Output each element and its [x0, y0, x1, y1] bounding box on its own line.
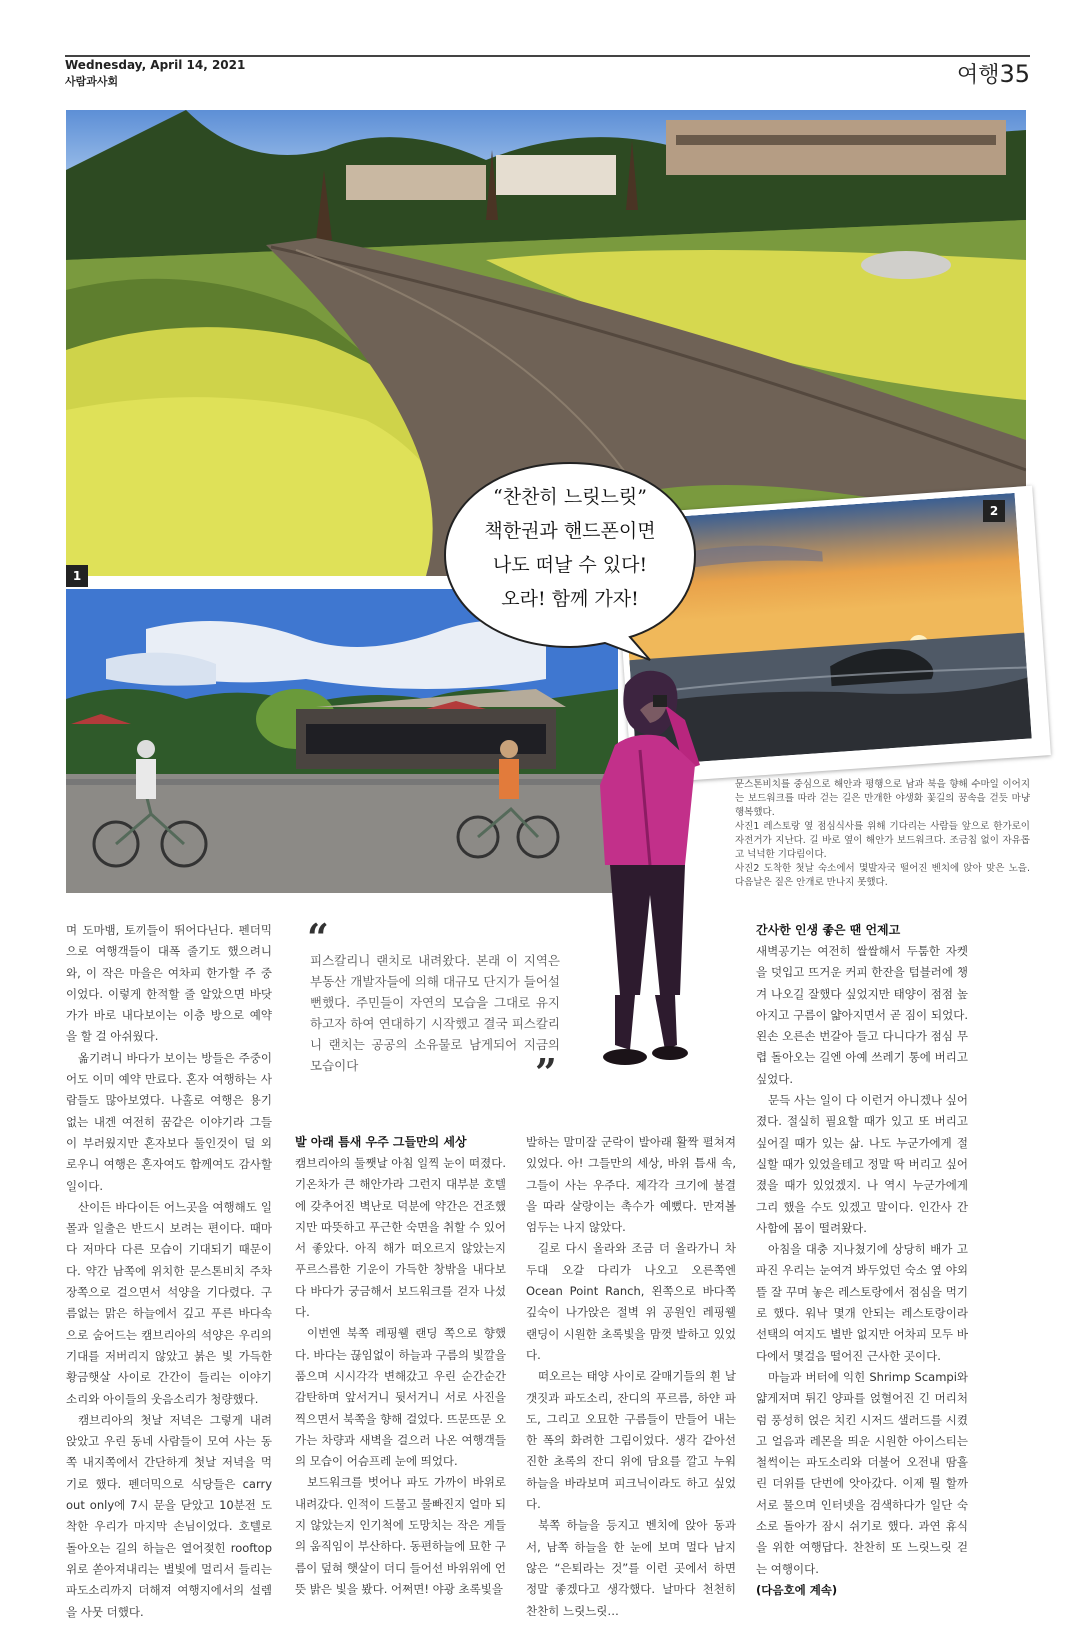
paragraph: 길로 다시 올라와 조금 더 올라가니 차두대 오갈 다리가 나오고 오른쪽엔 Ocean Point Ranch, 왼쪽으로 바다쪽 깊숙이 나가앉은 절벽 위 공원인 레핑웰 랜딩이 시원한 초록빛을 맘껏 발하고 있었다. [526, 1241, 736, 1362]
paragraph: 아침을 대충 지나쳤기에 상당히 배가 고파진 우리는 눈여겨 봐두었던 숙소 옆 야외 뜰 잘 꾸며 놓은 레스토랑에서 점심을 먹기로 했다. 워낙 몇개 안되는 레스토랑이라 선택의 여지도 별반 없지만 어차피 모두 바다에서 몇걸음 떨어진 근사한 곳이다. [756, 1242, 968, 1363]
paragraph: 북쪽 하늘을 등지고 벤치에 앉아 동과 서, 남쪽 하늘을 한 눈에 보며 멀다 남지 않은 “은퇴라는 것”를 이런 곳에서 하면 정말 좋겠다고 생각했다. 날마다 천천히 찬찬히 느릿느릿… [526, 1518, 736, 1618]
quote-open-mark: “ [307, 915, 329, 960]
paragraph: 이번엔 북쪽 레핑웰 랜딩 쪽으로 향했다. 바다는 끊임없이 하늘과 구름의 빛깔을 품으며 시시각각 변해갔고 우린 순간순간 감탄하며 앞서거니 뒷서거니 서로 사진을 찍으면서 북쪽을 향해 걸었다. 뜨문뜨문 오가는 차량과 새벽을 걸으러 나온 여행객들의 모습이 어슴프레 눈에 띄었다. [295, 1326, 506, 1469]
bubble-line-2: 책한권과 핸드폰이면 [484, 520, 656, 542]
paragraph: 발하는 말미잘 군락이 발아래 활짝 펼쳐져 있었다. 아! 그들만의 세상, 바위 틈새 속, 그들이 사는 우주다. 제각각 크기에 불결을 따라 살랑이는 촉수가 예뻤다. 만져볼 엄두는 나지 않았다. [526, 1135, 736, 1235]
paragraph: 캠브리아의 둘쨋날 아침 일찍 눈이 떠졌다. 기온차가 큰 해안가라 그런지 대부분 호텔에 갖추어진 벽난로 덕분에 약간은 건조했지만 따뜻하고 푸근한 숙면을 취할 수 있어서 좋았다. 아직 해가 떠오르지 않았는지 푸르스름한 기운이 가득한 창밖을 내다보다 바다가 궁금해서 보드워크를 걷자 나섰다. [295, 1156, 506, 1320]
header-rule [65, 55, 1030, 57]
article-column-1 [66, 920, 272, 1623]
caption-photo1: 사진1 레스토랑 옆 점심식사를 위해 기다리는 사람들 앞으로 한가로이 자전거가 지난다. 길 바로 옆이 해안가 보드워크다. 조금칩 없이 자유롭고 넉넉한 기다림이다. [735, 821, 1030, 860]
issue-date: Wednesday, April 14, 2021 [65, 58, 246, 72]
pull-quote: 피스칼리니 랜치로 내려왔다. 본래 이 지역은 부동산 개발자들에 의해 대규모 단지가 들어설 뻔했다. 주민들이 자연의 모습을 그대로 유지하고자 하여 연대하기 시작했고 결국 피스칼리니 랜치는 공공의 소유물로 남게되어 지금의 모습이다 [310, 953, 560, 1073]
paragraph: 새벽공기는 여전히 쌀쌀해서 두툼한 자켓을 덧입고 뜨거운 커피 한잔을 텀블러에 챙겨 나오길 잘했다 싶었지만 태양이 점점 높아지고 구름이 얇아지면서 곧 짐이 되었다. 왼손 오른손 번갈아 들고 다니다가 점심 무렵 돌아오는 길엔 아예 쓰레기 통에 버리고 싶었다. [756, 944, 968, 1086]
subheading: 간사한 인생 좋은 땐 언제고 [756, 923, 901, 937]
caption-photo2: 사진2 도착한 첫날 숙소에서 몇발자국 떨어진 벤치에 앉아 맞은 노을. 다음날은 짙은 안개로 만나지 못했다. [735, 863, 1030, 888]
article-column-3 [526, 1132, 736, 1622]
article-column-2 [295, 1132, 506, 1600]
publication-name: 사람과사회 [65, 75, 119, 88]
paragraph: 떠오르는 태양 사이로 갈매기들의 흰 날갯짓과 파도소리, 잔디의 푸르름, 하얀 파도, 그리고 오묘한 구름들이 만들어 내는 한 폭의 화려한 그림이었다. 생각 같아선 진한 초록의 잔디 위에 담요를 깔고 누워 하늘을 바라보며 피크닉이라도 하고 싶었다. [526, 1369, 736, 1512]
article-column-4 [756, 920, 968, 1601]
paragraph: 보드워크를 벗어나 파도 가까이 바위로 내려갔다. 인적이 드물고 물빠진지 얼마 되지 않았는지 인기척에 도망치는 작은 게들의 움직임이 부산하다. 동편하늘에 묘한 구름이 덮혀 햇살이 더디 들어선 바위위에 언뜻 밝은 빛을 봤다. 어쩌면! 야광 초록빛을 [295, 1475, 506, 1596]
continued-note: (다음호에 계속) [756, 1582, 838, 1597]
bubble-text [455, 480, 685, 616]
paragraph: 옮기려니 바다가 보이는 방들은 주중이어도 이미 예약 만료다. 혼자 여행하는 사람들도 많아보였다. 나홀로 여행은 용기없는 내겐 여전히 꿈같은 이야기라 그들이 부러웠지만 혼자보다 둘인것이 덜 외로우니 여행은 혼자여도 함께여도 감사할 일이다. [66, 1050, 272, 1193]
paragraph: 마늘과 버터에 익힌 Shrimp Scampi와 얇게저며 튀긴 양파를 얹혈어진 긴 머리처럼 풍성히 얹은 치킨 시저드 샐러드를 시켰고 얼음과 레몬을 띄운 시원한 아이스티는 철썩이는 파도소리와 더불어 오전내 땀흘린 더위를 단번에 앗아갔다. 이제 뭘 할까 서로 물으며 인터넷을 검색하다가 일단 숙소로 돌아가 잠시 쉬기로 했다. 과연 휴식을 위한 여행답다. 찬찬히 또 느릿느릿 걷는 여행이다. [756, 1369, 968, 1576]
page-number: 35 [999, 60, 1030, 88]
traveler-illustration [585, 665, 725, 1085]
bubble-line-1: “찬찬히 느릿느릿” [493, 486, 647, 508]
paragraph: 산이든 바다이든 어느곳을 여행해도 일몰과 일출은 반드시 보려는 편이다. 때마다 저마다 다른 모습이 기대되기 때문이다. 약간 남쪽에 위치한 문스톤비치 주차장쪽으로 걸으면서 석양을 기다렸다. 구름없는 맑은 하늘에서 깊고 푸른 바다속으로 숨어드는 캠브리아의 석양은 우리의 기대를 저버리지 않았고 붉은 빛 가득한 황금햇살 사이로 간간이 들리는 이야기 소리와 아이들의 웃음소리가 청량했다. [66, 1199, 272, 1406]
quote-close-mark: ” [535, 1050, 557, 1095]
subheading: 발 아래 틈새 우주 그들만의 세상 [295, 1135, 467, 1149]
photo-caption [735, 778, 1030, 890]
caption-intro: 문스톤비치를 중심으로 해안과 평행으로 남과 북을 향해 수마일 이어지는 보드워크를 따라 걷는 길은 만개한 야생화 꽃길의 꿈속을 걷듯 마냥 행복했다. [735, 779, 1030, 818]
section-title: 여행 [956, 63, 1000, 88]
photo1-badge: 1 [66, 565, 88, 587]
section-label [957, 58, 1030, 89]
paragraph: 며 도마뱀, 토끼들이 뛰어다닌다. 펜더믹으로 여행객들이 대폭 줄기도 했으려니와, 이 작은 마을은 여차피 한가할 주 중이었다. 이렇게 한적할 줄 알았으면 바닷가가 바로 내다보이는 이층 방으로 예약을 할 걸 아쉬웠다. [66, 923, 272, 1044]
paragraph: 문득 사는 일이 다 이런거 아니겠나 싶어졌다. 절실히 필요할 때가 있고 또 버리고 싶어질 때가 있는 삶. 나도 누군가에게 절실할 때가 있었을테고 정말 딱 버리고 싶어졌을 때가 있었겠지. 나 역시 누군가에게 그리 했을 수도 있겠고 말이다. 인간사 간사함에 몸이 떨려왔다. [756, 1093, 968, 1235]
paragraph: 캠브리아의 첫날 저녁은 그렇게 내려 앉았고 우린 동네 사람들이 모여 사는 동쪽 내지쪽에서 간단하게 첫날 저녁을 먹기로 했다. 펜더믹으로 식당들은 carry out only에 7시 문을 닫았고 10분전 도착한 우리가 마지막 손님이었다. 호텔로 돌아오는 길의 하늘은 열어젖힌 rooftop위로 쏟아져내리는 별빛에 멀리서 들리는 파도소리까지 더해져 여행지에서의 설렘을 사뭇 더했다. [66, 1412, 272, 1619]
bubble-line-3: 나도 떠날 수 있다! [492, 554, 648, 576]
bubble-line-4: 오라! 함께 가자! [501, 588, 639, 610]
photo2-badge: 2 [983, 500, 1005, 522]
